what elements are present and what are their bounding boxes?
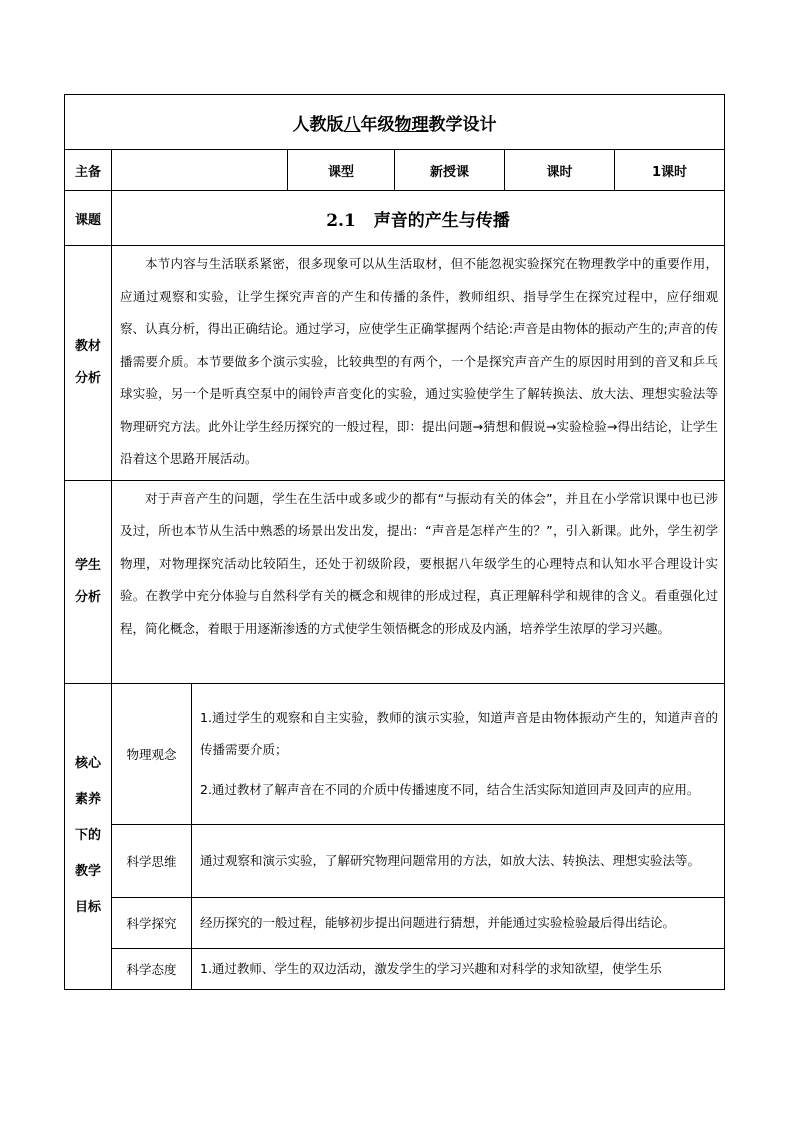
- scientific-thinking-label: 科学思维: [112, 824, 192, 897]
- student-label-line-2: 分析: [74, 589, 101, 605]
- scientific-inquiry-text: [192, 897, 725, 948]
- title-grade: 八: [343, 114, 361, 135]
- physics-concept-label: 物理观念: [112, 683, 192, 824]
- scientific-thinking-text: [192, 824, 725, 897]
- goal-thinking-row: [65, 824, 725, 897]
- document-title: [65, 95, 725, 150]
- class-period-value: 1课时: [615, 150, 725, 191]
- teaching-goals-label: [65, 683, 112, 989]
- textbook-label-line-1: 教材: [74, 338, 101, 354]
- physics-concept-text: [192, 683, 725, 824]
- goals-label-line-5: 目标: [74, 900, 101, 915]
- scientific-attitude-text: [192, 948, 725, 989]
- textbook-analysis-label: [65, 246, 112, 481]
- student-label-line-1: 学生: [74, 557, 101, 573]
- physics-concept-item-2: 2.通过教材了解声音在不同的介质中传播速度不同，结合生活实际知道回声及回声的应用。: [200, 781, 700, 797]
- lesson-type-label: 课型: [288, 150, 395, 191]
- topic-name: 声音的产生与传播: [373, 210, 510, 231]
- class-period-label: 课时: [505, 150, 615, 191]
- title-row: [65, 95, 725, 150]
- scientific-thinking-paragraph: 通过观察和演示实验，了解研究物理问题常用的方法，如放大法、转换法、理想实验法等。: [200, 852, 701, 868]
- title-subject: 物理: [394, 114, 429, 135]
- physics-concept-item-1: 1.通过学生的观察和自主实验，教师的演示实验，知道声音是由物体振动产生的，知道声音的传播需要介质；: [200, 709, 719, 757]
- title-grade-suffix: 年级: [360, 114, 395, 135]
- lesson-plan-table: [64, 94, 725, 990]
- goal-inquiry-row: [65, 897, 725, 948]
- goal-concept-row: [65, 683, 725, 824]
- textbook-analysis-row: [65, 246, 725, 481]
- student-analysis-label: [65, 480, 112, 683]
- goal-attitude-row: [65, 948, 725, 989]
- goals-label-line-1: 核心: [74, 756, 101, 771]
- topic-row: [65, 191, 725, 246]
- header-row: [65, 150, 725, 191]
- topic-title: [112, 191, 725, 246]
- scientific-inquiry-label: 科学探究: [112, 897, 192, 948]
- student-analysis-paragraph: 对于声音产生的问题，学生在生活中或多或少的都有“与振动有关的体会”，并且在小学常识课中也已涉及过，所也本节从生活中熟悉的场景出发出发，提出：“声音是怎样产生的？”，引入新课。此外，学生初学物理，对物理探究活动比较陌生，还处于初级阶段，要根据八年级学生的心理特点和认知水平合理设计实验。在教学中充分体验与自然科学有关的概念和规律的形成过程，真正理解科学和规律的含义。看重强化过程，简化概念，着眼于用逐渐渗透的方式使学生领悟概念的形成及内涵，培养学生浓厚的学习兴趣。: [120, 490, 719, 636]
- scientific-inquiry-paragraph: 经历探究的一般过程，能够初步提出问题进行猜想，并能通过实验检验最后得出结论。: [200, 914, 676, 930]
- title-publisher: 人教版: [292, 114, 344, 135]
- lead-teacher-value: [112, 150, 288, 191]
- textbook-analysis-paragraph: 本节内容与生活联系紧密，很多现象可以从生活取材，但不能忽视实验探究在物理教学中的重要作用，应通过观察和实验，让学生探究声音的产生和传播的条件，教师组织、指导学生在探究过程中，应仔细观察、认真分析，得出正确结论。通过学习，应使学生正确掌握两个结论:声音是由物体的振动产生的;声音的传播需要介质。本节要做多个演示实验，比较典型的有两个，一个是探究声音产生的原因时用到的音叉和乒乓球实验，另一个是听真空泵中的闹铃声音变化的实验，通过实验使学生了解转换法、放大法、理想实验法等物理研究方法。此外让学生经历探究的一般过程，即：提出问题→猜想和假说→实验检验→得出结论，让学生沿着这个思路开展活动。: [120, 256, 719, 466]
- lesson-type-value: 新授课: [395, 150, 505, 191]
- goals-label-line-4: 教学: [74, 864, 101, 879]
- scientific-attitude-label: 科学态度: [112, 948, 192, 989]
- goals-label-line-2: 素养: [74, 792, 101, 807]
- topic-label: 课题: [65, 191, 112, 246]
- topic-number: 2.1: [326, 210, 356, 231]
- title-suffix: 教学设计: [428, 114, 497, 135]
- student-analysis-row: [65, 480, 725, 683]
- student-analysis-text: [112, 480, 725, 683]
- lead-teacher-label: 主备: [65, 150, 112, 191]
- goals-label-line-3: 下的: [74, 828, 101, 843]
- textbook-analysis-text: [112, 246, 725, 481]
- scientific-attitude-paragraph: 1.通过教师、学生的双边活动，激发学生的学习兴趣和对科学的求知欲望，使学生乐: [200, 960, 662, 976]
- textbook-label-line-2: 分析: [74, 370, 101, 386]
